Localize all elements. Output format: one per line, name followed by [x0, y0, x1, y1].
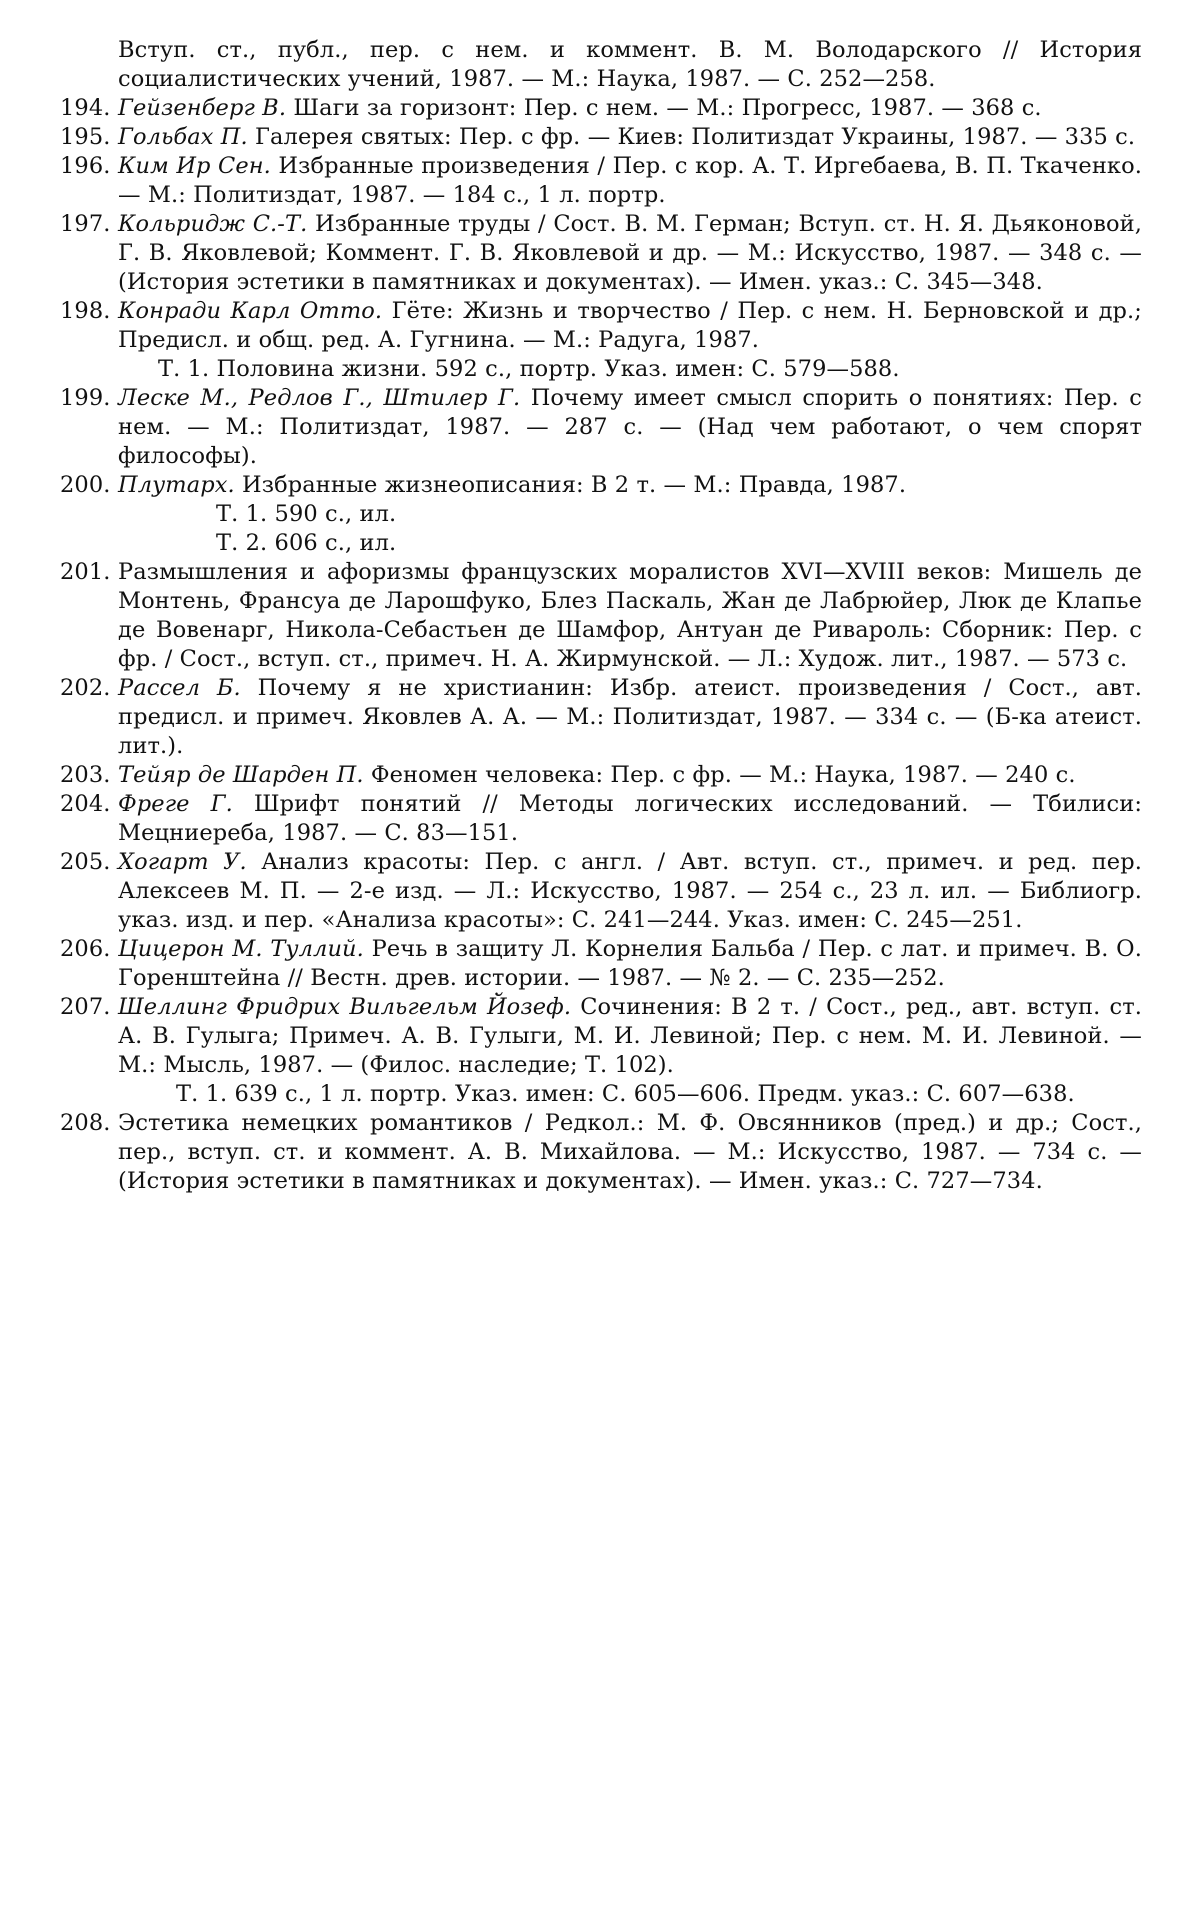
entry-text — [118, 384, 1142, 471]
bibliography-entry — [60, 384, 1142, 471]
bibliography-entry — [60, 1109, 1142, 1196]
bibliography-list — [60, 94, 1142, 1196]
entry-author: Гольбах П. — [118, 124, 248, 150]
entry-author: Плутарх. — [118, 472, 235, 498]
entry-text — [118, 123, 1142, 152]
entry-text — [118, 935, 1142, 993]
entry-text — [118, 993, 1142, 1080]
entry-number: 196. — [60, 153, 111, 179]
entry-volume-line: Т. 1. 590 с., ил. — [216, 501, 397, 527]
entry-number: 204. — [60, 791, 111, 817]
entry-text: Вступ. ст., публ., пер. с нем. и коммент. В. М. Володарского // История социалистических учений, 1987. — М.: Наука, 1987. — С. 252—258. — [118, 37, 1142, 92]
entry-description: Речь в защиту Л. Корнелия Бальба / Пер. с лат. и примеч. В. О. Горенштейна // Вестн. древ. истории. — 1987. — № 2. — С. 235—252. — [118, 936, 1142, 991]
entry-number: 195. — [60, 124, 111, 150]
entry-author: Гейзенберг В. — [118, 95, 287, 121]
entry-number: 207. — [60, 994, 111, 1020]
entry-author: Кольридж С.-Т. — [118, 211, 308, 237]
entry-author: Леске М., Редлов Г., Штилер Г. — [118, 385, 521, 411]
entry-author: Хогарт У. — [118, 849, 247, 875]
entry-author: Ким Ир Сен. — [118, 153, 271, 179]
entry-text — [118, 761, 1142, 790]
entry-continuation — [60, 36, 1142, 94]
bibliography-page — [60, 36, 1142, 1196]
entry-volume-line: Т. 1. 639 с., 1 л. портр. Указ. имен: С. 605—606. Предм. указ.: С. 607—638. — [176, 1081, 1075, 1107]
entry-number: 200. — [60, 472, 111, 498]
entry-description: Шрифт понятий // Методы логических исследований. — Тбилиси: Мецниереба, 1987. — С. 83—151. — [118, 791, 1143, 846]
entry-number: 198. — [60, 298, 111, 324]
entry-number: 206. — [60, 936, 111, 962]
entry-author: Тейяр де Шарден П. — [118, 762, 364, 788]
entry-number: 205. — [60, 849, 111, 875]
entry-text — [118, 471, 1142, 500]
entry-number: 199. — [60, 385, 111, 411]
bibliography-entry — [60, 152, 1142, 210]
bibliography-entry — [60, 761, 1142, 790]
entry-description: Почему имеет смысл спорить о понятиях: Пер. с нем. — М.: Политиздат, 1987. — 287 с. — (Над чем работают, о чем спорят философы). — [118, 385, 1142, 469]
entry-description: Сочинения: В 2 т. / Сост., ред., авт. вступ. ст. А. В. Гулыга; Примеч. А. В. Гулыги, М. И. Левиной; Пер. с нем. М. И. Левиной. — М.: Мысль, 1987. — (Филос. наследие; Т. 102). — [118, 994, 1143, 1078]
entry-description: Избранные труды / Сост. В. М. Герман; Вступ. ст. Н. Я. Дьяконовой, Г. В. Яковлевой; Коммент. Г. В. Яковлевой и др. — М.: Искусство, 1987. — 348 с. — (История эстетики в памятниках и документах). — Имен. указ.: С. 345—348. — [118, 211, 1142, 295]
entry-text — [118, 558, 1142, 674]
entry-number: 208. — [60, 1110, 111, 1136]
entry-description: Анализ красоты: Пер. с англ. / Авт. вступ. ст., примеч. и ред. пер. Алексеев М. П. — 2-е изд. — Л.: Искусство, 1987. — 254 с., 23 л. ил. — Библиогр. указ. изд. и пер. «Анализа красоты»: С. 241—244. Указ. имен: С. 245—251. — [118, 849, 1142, 933]
entry-text — [118, 210, 1142, 297]
bibliography-entry — [60, 674, 1142, 761]
entry-number: 202. — [60, 675, 111, 701]
entry-volume-line: Т. 2. 606 с., ил. — [216, 530, 397, 556]
bibliography-entry — [60, 123, 1142, 152]
entry-number: 194. — [60, 95, 111, 121]
entry-author: Фреге Г. — [118, 791, 233, 817]
bibliography-entry — [60, 297, 1142, 384]
entry-text — [118, 790, 1142, 848]
entry-description: Феномен человека: Пер. с фр. — М.: Наука, 1987. — 240 с. — [363, 762, 1076, 788]
entry-number: 197. — [60, 211, 111, 237]
entry-volume-line: Т. 1. Половина жизни. 592 с., портр. Указ. имен: С. 579—588. — [158, 356, 900, 382]
entry-text — [118, 297, 1142, 355]
entry-author: Шеллинг Фридрих Вильгельм Йозеф. — [118, 994, 572, 1020]
entry-text — [118, 1109, 1142, 1196]
entry-description: Почему я не христианин: Избр. атеист. произведения / Сост., авт. предисл. и примеч. Яковлев А. А. — М.: Политиздат, 1987. — 334 с. — (Б-ка атеист. лит.). — [118, 675, 1142, 759]
entry-author: Цицерон М. Туллий. — [118, 936, 364, 962]
entry-description: Шаги за горизонт: Пер. с нем. — М.: Прогресс, 1987. — 368 с. — [286, 95, 1042, 121]
entry-text — [118, 674, 1142, 761]
bibliography-entry — [60, 993, 1142, 1109]
bibliography-entry — [60, 848, 1142, 935]
entry-text — [118, 94, 1142, 123]
entry-description: Эстетика немецких романтиков / Редкол.: М. Ф. Овсянников (пред.) и др.; Сост., пер., вступ. ст. и коммент. А. В. Михайлова. — М.: Искусство, 1987. — 734 с. — (История эстетики в памятниках и документах). — Имен. указ.: С. 727—734. — [118, 1110, 1142, 1194]
bibliography-entry — [60, 471, 1142, 558]
entry-description: Гёте: Жизнь и творчество / Пер. с нем. Н. Берновской и др.; Предисл. и общ. ред. А. Гугнина. — М.: Радуга, 1987. — [118, 298, 1142, 353]
entry-text — [118, 848, 1142, 935]
bibliography-entry — [60, 558, 1142, 674]
entry-description: Размышления и афоризмы французских моралистов XVI—XVIII веков: Мишель де Монтень, Франсуа де Ларошфуко, Блез Паскаль, Жан де Лабрюйер, Люк де Клапье де Вовенарг, Никола-Себастьен де Шамфор, Антуан де Ривароль: Сборник: Пер. с фр. / Сост., вступ. ст., примеч. Н. А. Жирмунской. — Л.: Худож. лит., 1987. — 573 с. — [118, 559, 1142, 672]
bibliography-entry — [60, 935, 1142, 993]
entry-description: Избранные жизнеописания: В 2 т. — М.: Правда, 1987. — [234, 472, 907, 498]
entry-author: Рассел Б. — [118, 675, 241, 701]
entry-text — [118, 152, 1142, 210]
bibliography-entry — [60, 94, 1142, 123]
bibliography-entry — [60, 790, 1142, 848]
entry-author: Конради Карл Отто. — [118, 298, 383, 324]
entry-description: Галерея святых: Пер. с фр. — Киев: Политиздат Украины, 1987. — 335 с. — [247, 124, 1136, 150]
entry-description: Избранные произведения / Пер. с кор. А. Т. Иргебаева, В. П. Ткаченко. — М.: Политиздат, 1987. — 184 с., 1 л. портр. — [118, 153, 1142, 208]
bibliography-entry — [60, 210, 1142, 297]
entry-number: 201. — [60, 559, 111, 585]
entry-number: 203. — [60, 762, 111, 788]
